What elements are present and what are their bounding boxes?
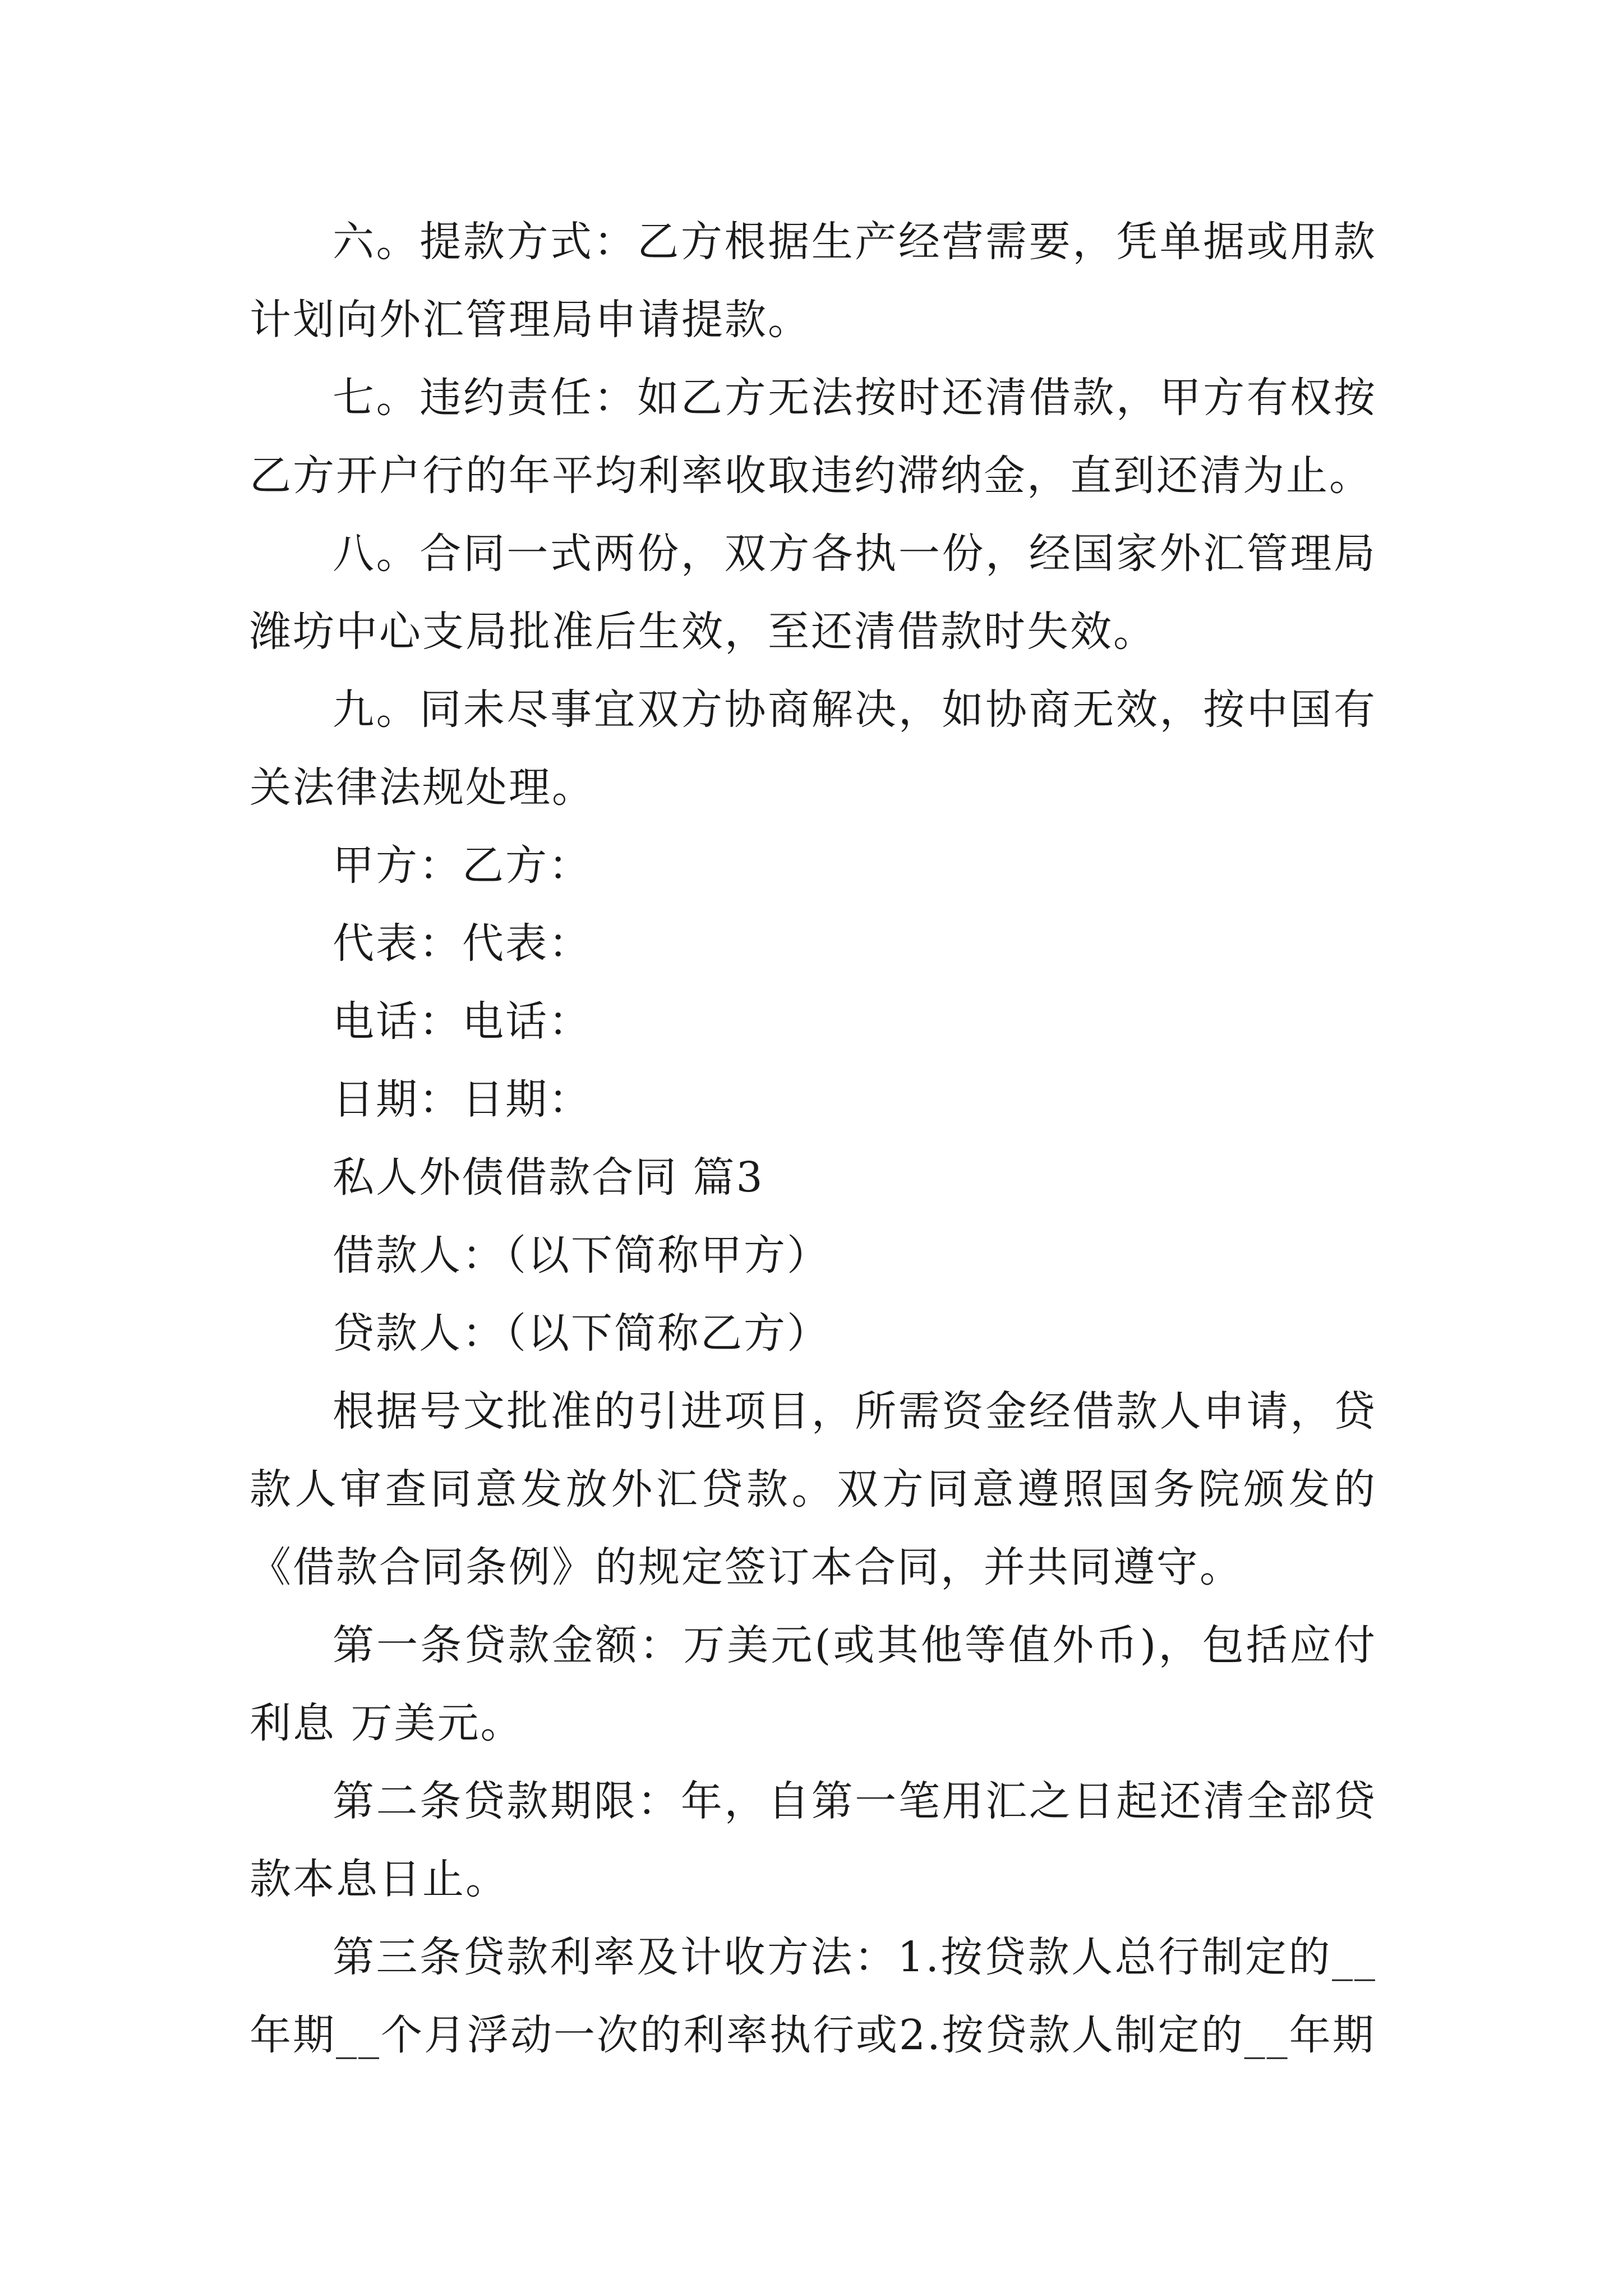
article-one-amount: 第一条贷款金额：万美元(或其他等值外币)，包括应付利息 万美元。 [250,1621,1377,1747]
signature-party: 甲方：乙方： [333,841,592,890]
signature-phone: 电话：电话： [333,997,592,1046]
document-body [250,203,1377,2074]
lender-line: 贷款人：（以下简称乙方） [333,1309,830,1358]
section-title: 私人外债借款合同 篇3 [333,1153,764,1202]
borrower-line: 借款人：（以下简称甲方） [333,1231,830,1280]
signature-representative: 代表：代表： [333,919,592,968]
article-three-rate: 第三条贷款利率及计收方法：1.按贷款人总行制定的__年期__个月浮动一次的利率执行或2.按贷款人制定的__年期 [250,1933,1377,2059]
signature-date: 日期：日期： [333,1075,592,1124]
article-two-term: 第二条贷款期限：年，自第一笔用汇之日起还清全部贷款本息日止。 [250,1777,1377,1903]
clause-seven-liability: 七。违约责任：如乙方无法按时还清借款，甲方有权按乙方开户行的年平均利率收取违约滞纳金，直到还清为止。 [250,374,1377,500]
clause-eight-copies: 八。合同一式两份，双方各执一份，经国家外汇管理局潍坊中心支局批准后生效，至还清借款时失效。 [250,530,1377,656]
clause-six-withdrawal: 六。提款方式：乙方根据生产经营需要，凭单据或用款计划向外汇管理局申请提款。 [250,218,1377,344]
clause-nine-disputes: 九。同未尽事宜双方协商解决，如协商无效，按中国有关法律法规处理。 [250,685,1377,812]
preamble-paragraph: 根据号文批准的引进项目，所需资金经借款人申请，贷款人审查同意发放外汇贷款。双方同意遵照国务院颁发的《借款合同条例》的规定签订本合同，并共同遵守。 [250,1387,1377,1591]
